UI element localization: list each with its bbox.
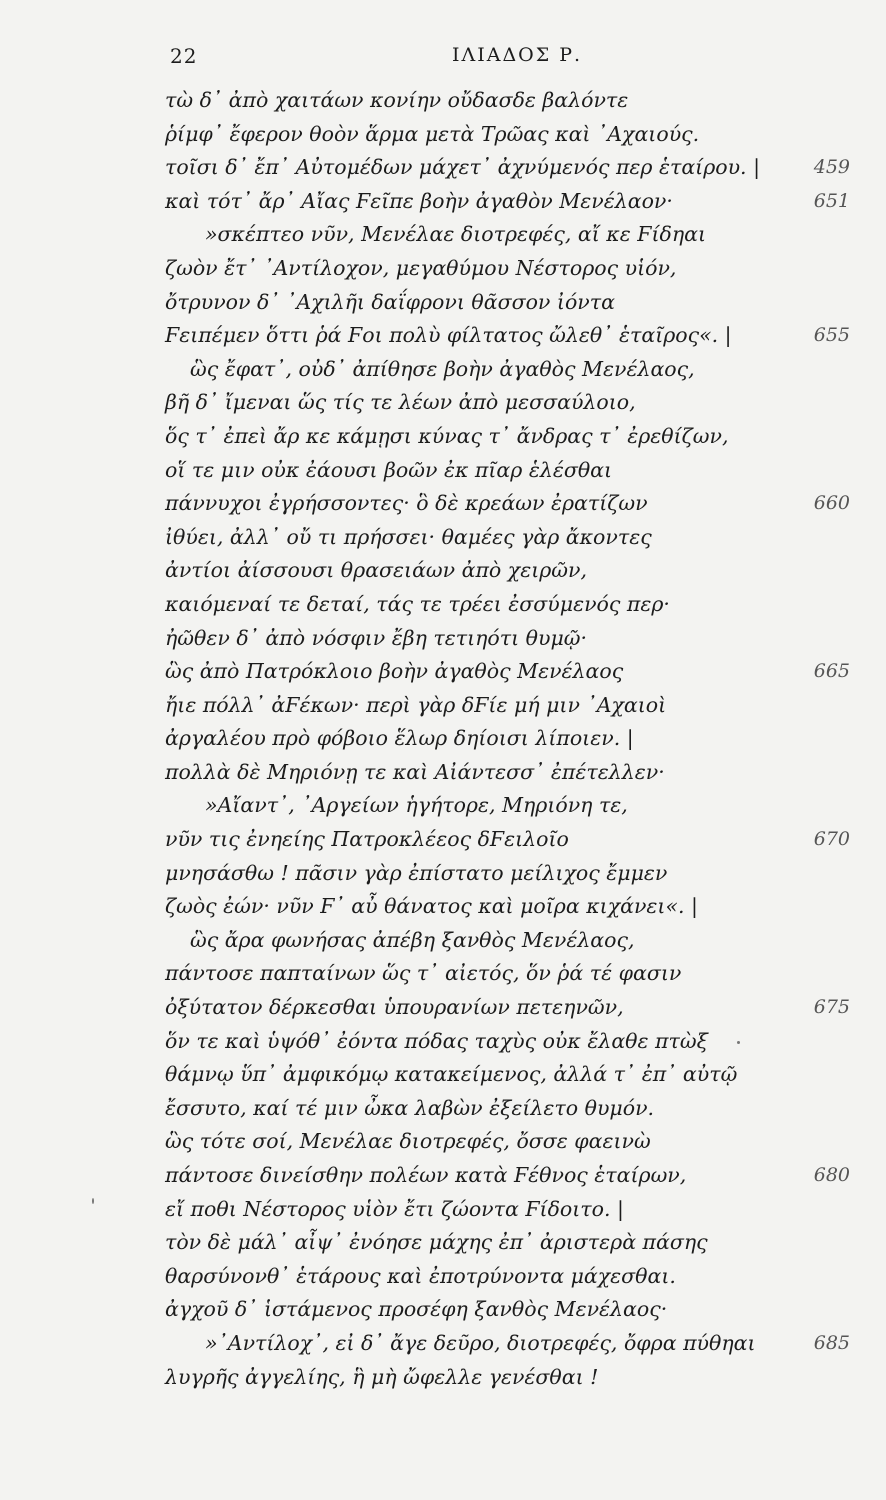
verse-line	[0, 924, 886, 958]
verse-line	[0, 1226, 886, 1260]
verse-text: ἔσσυτο, καί τέ μιν ὦκα λαβὼν ἐξείλετο θυμόν.	[165, 1095, 655, 1120]
verse-line	[0, 319, 886, 353]
line-number: 685	[813, 1331, 850, 1354]
verse-text: ὅς τ᾽ ἐπεὶ ἄρ κε κάμῃσι κύνας τ᾽ ἄνδρας τ᾽ ἐρεθίζων,	[165, 423, 729, 448]
verse-text: πολλὰ δὲ Μηριόνῃ τε καὶ Αἰάντεσσ᾽ ἐπέτελλεν·	[165, 759, 665, 784]
verse-line	[0, 185, 886, 219]
verse-text: »σκέπτεο νῦν, Μενέλαε διοτρεφές, αἴ κε Ϝίδηαι	[205, 222, 706, 247]
line-number: 651	[813, 189, 850, 212]
verse-text: ὀξύτατον δέρκεσθαι ὑπουρανίων πετεηνῶν,	[165, 995, 624, 1020]
verse-text: ἀργαλέου πρὸ φόβοιο ἕλωρ δηίοισι λίποιεν. |	[165, 726, 634, 751]
verse-text: τὸν δὲ μάλ᾽ αἶψ᾽ ἐνόησε μάχης ἐπ᾽ ἀριστερὰ πάσης	[165, 1230, 708, 1255]
verse-line	[0, 151, 886, 185]
print-speck	[92, 1198, 94, 1204]
verse-line	[0, 1193, 886, 1227]
verse-line	[0, 1025, 886, 1059]
verse-line	[0, 588, 886, 622]
verse-text: καιόμεναί τε δεταί, τάς τε τρέει ἐσσύμενός περ·	[165, 591, 670, 616]
verse-line	[0, 890, 886, 924]
verse-line	[0, 689, 886, 723]
line-number: 660	[813, 492, 850, 515]
verse-text: θαρσύνονθ᾽ ἑτάρους καὶ ἐποτρύνοντα μάχεσθαι.	[165, 1263, 676, 1288]
verse-text: ἠῶθεν δ᾽ ἀπὸ νόσφιν ἔβη τετιηότι θυμῷ·	[165, 625, 588, 650]
verse-text: ῥίμφ᾽ ἔφερον θοὸν ἅρμα μετὰ Τρῶας καὶ ᾿Αχαιούς.	[165, 121, 700, 146]
verse-line	[0, 554, 886, 588]
verse-line	[0, 118, 886, 152]
verse-text: τοῖσι δ᾽ ἔπ᾽ Αὐτομέδων μάχετ᾽ ἀχνύμενός περ ἑταίρου. |	[165, 155, 761, 180]
verse-text: ὅν τε καὶ ὑψόθ᾽ ἐόντα πόδας ταχὺς οὐκ ἔλαθε πτὼξ	[165, 1028, 708, 1053]
verse-text: ὣς ἔφατ᾽, οὐδ᾽ ἀπίθησε βοὴν ἀγαθὸς Μενέλαος,	[190, 356, 695, 381]
verse-text: »᾿Αντίλοχ᾽, εἰ δ᾽ ἄγε δεῦρο, διοτρεφές, ὄφρα πύθηαι	[205, 1330, 756, 1355]
verse-text: μνησάσθω ! πᾶσιν γὰρ ἐπίστατο μείλιχος ἔμμεν	[165, 860, 668, 885]
verse-text: ἰθύει, ἀλλ᾽ οὔ τι πρήσσει· θαμέες γὰρ ἄκοντες	[165, 524, 652, 549]
line-number: 680	[813, 1164, 850, 1186]
verse-line	[0, 1159, 886, 1193]
verse-line	[0, 957, 886, 991]
verse-block	[0, 84, 886, 1394]
verse-text: ἀντίοι ἀίσσουσι θρασειάων ἀπὸ χειρῶν,	[165, 558, 587, 583]
verse-line	[0, 252, 886, 286]
verse-line	[0, 1293, 886, 1327]
verse-text: Ϝειπέμεν ὅττι ῥά Ϝοι πολὺ φίλτατος ὤλεθ᾽ ἑταῖρος«. |	[165, 323, 732, 348]
line-number: 675	[813, 996, 850, 1019]
verse-line	[0, 521, 886, 555]
verse-line	[0, 1092, 886, 1126]
verse-text: »Αἴαντ᾽, ᾿Αργείων ἡγήτορε, Μηριόνη τε,	[205, 793, 628, 818]
verse-text: πάντοσε παπταίνων ὥς τ᾽ αἰετός, ὅν ῥά τέ φασιν	[165, 961, 682, 986]
verse-line	[0, 1260, 886, 1294]
verse-line	[0, 722, 886, 756]
verse-text: ὣς ἀπὸ Πατρόκλοιο βοὴν ἀγαθὸς Μενέλαος	[165, 659, 624, 684]
print-speck	[737, 1041, 740, 1044]
verse-line	[0, 756, 886, 790]
verse-line	[0, 991, 886, 1025]
verse-text: ὄτρυνον δ᾽ ᾿Αχιλῆι δαΐφρονι θᾶσσον ἰόντα	[165, 289, 615, 314]
verse-text: ὣς τότε σοί, Μενέλαε διοτρεφές, ὄσσε φαεινὼ	[165, 1129, 651, 1154]
verse-line	[0, 487, 886, 521]
verse-line	[0, 1361, 886, 1395]
verse-line	[0, 218, 886, 252]
verse-line	[0, 353, 886, 387]
verse-text: ὣς ἄρα φωνήσας ἀπέβη ξανθὸς Μενέλαος,	[190, 927, 635, 952]
verse-text: ζωὸν ἔτ᾽ ᾿Αντίλοχον, μεγαθύμου Νέστορος υἱόν,	[165, 255, 677, 280]
verse-line	[0, 823, 886, 857]
verse-line	[0, 420, 886, 454]
verse-text: καὶ τότ᾽ ἄρ᾽ Αἴας Ϝεῖπε βοὴν ἀγαθὸν Μενέλαον·	[165, 188, 673, 213]
verse-text: πάντοσε δινείσθην πολέων κατὰ Ϝέθνος ἑταίρων,	[165, 1163, 687, 1187]
verse-text: ἤιε πόλλ᾽ ἀϜέκων· περὶ γὰρ δϜίε μή μιν ᾿Αχαιοὶ	[165, 692, 667, 717]
verse-line	[0, 1327, 886, 1361]
verse-text: λυγρῆς ἀγγελίης, ἣ μὴ ὤφελλε γενέσθαι !	[165, 1364, 599, 1389]
verse-text: θάμνῳ ὕπ᾽ ἀμφικόμῳ κατακείμενος, ἀλλά τ᾽ ἐπ᾽ αὐτῷ	[165, 1062, 738, 1087]
verse-line	[0, 1058, 886, 1092]
verse-text: τὼ δ᾽ ἀπὸ χαιτάων κονίην οὔδασδε βαλόντε	[165, 88, 629, 112]
page-header	[0, 44, 886, 80]
verse-line	[0, 622, 886, 656]
running-title: ΙΛΙΑΔΟΣ Ρ.	[452, 44, 583, 66]
verse-line	[0, 1125, 886, 1159]
verse-text: βῆ δ᾽ ἴμεναι ὥς τίς τε λέων ἀπὸ μεσσαύλοιο,	[165, 390, 636, 415]
verse-line	[0, 454, 886, 488]
verse-line	[0, 286, 886, 320]
verse-line	[0, 857, 886, 891]
verse-text: ζωὸς ἐών· νῦν Ϝ᾽ αὖ θάνατος καὶ μοῖρα κιχάνει«. |	[165, 894, 698, 919]
verse-text: εἴ ποθι Νέστορος υἱὸν ἔτι ζώοντα Ϝίδοιτο. |	[165, 1196, 624, 1221]
verse-text: ἀγχοῦ δ᾽ ἱστάμενος προσέφη ξανθὸς Μενέλαος·	[165, 1297, 668, 1322]
verse-line	[0, 789, 886, 823]
verse-line	[0, 386, 886, 420]
verse-line	[0, 655, 886, 689]
line-number: 655	[813, 324, 850, 347]
line-number: 665	[813, 660, 850, 683]
page-number: 22	[170, 44, 198, 68]
line-number: 670	[813, 828, 850, 851]
verse-text: οἵ τε μιν οὐκ ἐάουσι βοῶν ἐκ πῖαρ ἑλέσθαι	[165, 457, 613, 482]
line-number: 459	[813, 156, 850, 179]
verse-text: νῦν τις ἐνηείης Πατροκλέεος δϜειλοῖο	[165, 827, 569, 852]
verse-line	[0, 84, 886, 118]
verse-text: πάννυχοι ἐγρήσσοντες· ὃ δὲ κρεάων ἐρατίζων	[165, 491, 648, 516]
